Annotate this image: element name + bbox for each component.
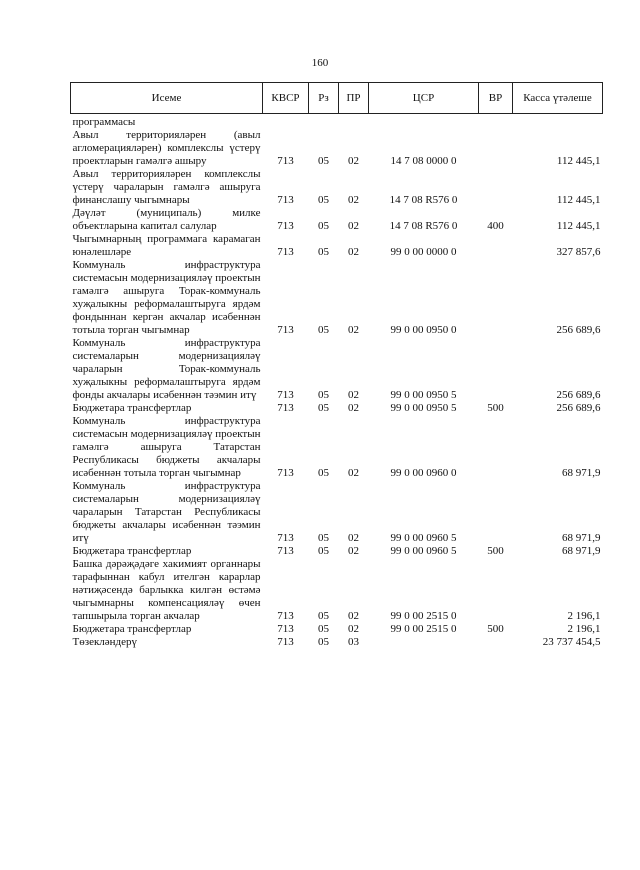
row-csr bbox=[369, 636, 479, 649]
row-rz bbox=[309, 114, 339, 130]
page-number: 160 bbox=[311, 57, 329, 69]
row-csr: 99 0 00 0960 5 bbox=[390, 545, 457, 557]
row-name: Коммуналь инфраструктура системасын модернизацияләү проектын гамәлгә ашыруга Татарстан Республикасы бюджеты акчалары исәбеннән тотыла торган чыгымнар bbox=[72, 415, 261, 479]
row-csr: 99 0 00 0960 0 bbox=[390, 467, 457, 479]
row-name: Бюджетара трансфертлар bbox=[72, 545, 192, 557]
row-csr: 14 7 08 0000 0 bbox=[390, 155, 457, 167]
row-amount: 112 445,1 bbox=[556, 194, 601, 206]
row-csr: 99 0 00 0000 0 bbox=[390, 246, 457, 258]
row-csr: 99 0 00 0950 5 bbox=[390, 402, 457, 414]
row-rz: 05 bbox=[318, 324, 329, 336]
row-pr: 02 bbox=[348, 220, 359, 232]
row-amount: 256 689,6 bbox=[556, 402, 601, 414]
table-row bbox=[71, 233, 603, 259]
row-pr bbox=[339, 114, 369, 130]
row-kvsr bbox=[263, 114, 309, 130]
header-kassa: Касса үтәлеше bbox=[513, 83, 603, 114]
row-rz: 05 bbox=[318, 610, 329, 622]
row-vr bbox=[479, 337, 513, 402]
row-vr bbox=[479, 415, 513, 480]
row-rz: 05 bbox=[318, 194, 329, 206]
row-amount: 327 857,6 bbox=[556, 246, 601, 258]
row-csr: 99 0 00 0950 5 bbox=[390, 389, 457, 401]
row-kvsr: 713 bbox=[277, 155, 294, 167]
budget-table bbox=[70, 82, 603, 649]
row-csr bbox=[369, 114, 479, 130]
row-pr: 02 bbox=[348, 623, 359, 635]
row-pr: 02 bbox=[348, 610, 359, 622]
row-rz: 05 bbox=[318, 389, 329, 401]
row-name: Чыгымнарның программага карамаган юнәлешләре bbox=[72, 233, 261, 258]
row-vr bbox=[479, 259, 513, 337]
row-name: Төзекләндерү bbox=[72, 636, 138, 648]
table-row bbox=[71, 114, 603, 130]
row-pr: 02 bbox=[348, 402, 359, 414]
row-amount: 68 971,9 bbox=[562, 545, 601, 557]
row-rz: 05 bbox=[318, 467, 329, 479]
row-pr: 02 bbox=[348, 155, 359, 167]
row-amount: 112 445,1 bbox=[556, 155, 601, 167]
table-row bbox=[71, 168, 603, 207]
table-row bbox=[71, 207, 603, 233]
row-vr: 500 bbox=[487, 623, 504, 635]
row-amount: 2 196,1 bbox=[567, 610, 601, 622]
row-name: Бюджетара трансфертлар bbox=[72, 402, 192, 414]
row-csr: 99 0 00 0960 5 bbox=[390, 532, 457, 544]
table-row bbox=[71, 129, 603, 168]
row-amount bbox=[513, 114, 603, 130]
row-kvsr: 713 bbox=[277, 324, 294, 336]
row-vr: 500 bbox=[487, 545, 504, 557]
row-vr bbox=[479, 558, 513, 623]
row-kvsr: 713 bbox=[277, 246, 294, 258]
row-amount: 2 196,1 bbox=[567, 623, 601, 635]
header-pr: ПР bbox=[339, 83, 369, 114]
row-amount: 256 689,6 bbox=[556, 389, 601, 401]
row-pr: 02 bbox=[348, 194, 359, 206]
row-amount: 112 445,1 bbox=[556, 220, 601, 232]
row-pr: 02 bbox=[348, 389, 359, 401]
row-pr: 02 bbox=[348, 545, 359, 557]
row-rz: 05 bbox=[318, 623, 329, 635]
row-csr: 14 7 08 R576 0 bbox=[389, 194, 458, 206]
table-row bbox=[71, 402, 603, 415]
table-row bbox=[71, 415, 603, 480]
row-name: Авыл территорияләрен (авыл агломерацияләрен) комплекслы үстерү проектларын гамәлгә ашыру bbox=[72, 129, 261, 167]
row-amount: 256 689,6 bbox=[556, 324, 601, 336]
row-rz: 05 bbox=[318, 246, 329, 258]
row-kvsr: 713 bbox=[277, 636, 294, 648]
header-kvsr: КВСР bbox=[263, 83, 309, 114]
row-pr: 03 bbox=[348, 636, 359, 648]
row-name: программасы bbox=[72, 116, 136, 128]
header-name: Исеме bbox=[71, 83, 263, 114]
row-vr bbox=[479, 129, 513, 168]
header-rz: Рз bbox=[309, 83, 339, 114]
table-row bbox=[71, 623, 603, 636]
row-kvsr: 713 bbox=[277, 532, 294, 544]
row-rz: 05 bbox=[318, 545, 329, 557]
row-kvsr: 713 bbox=[277, 610, 294, 622]
row-amount: 23 737 454,5 bbox=[542, 636, 601, 648]
row-rz: 05 bbox=[318, 220, 329, 232]
row-pr: 02 bbox=[348, 324, 359, 336]
row-rz: 05 bbox=[318, 402, 329, 414]
table-row bbox=[71, 337, 603, 402]
row-kvsr: 713 bbox=[277, 389, 294, 401]
row-vr bbox=[479, 480, 513, 545]
table-row bbox=[71, 558, 603, 623]
row-rz: 05 bbox=[318, 636, 329, 648]
row-csr: 99 0 00 2515 0 bbox=[390, 623, 457, 635]
row-name: Коммуналь инфраструктура системасын модернизацияләү проектын гамәлгә ашыруга Торак-коммуналь хуҗалыкны реформалаштыруга ярдәм фондыннан кергән акчалар исәбеннән тотыла торган чыгымнар bbox=[72, 259, 261, 336]
row-vr bbox=[479, 636, 513, 649]
row-name: Коммуналь инфраструктура системаларын модернизацияләү чараларын Татарстан Республикасы бюджеты акчалары исәбеннән тәэмин итү bbox=[72, 480, 261, 544]
table-row bbox=[71, 545, 603, 558]
row-vr bbox=[479, 168, 513, 207]
row-kvsr: 713 bbox=[277, 545, 294, 557]
row-name: Авыл территорияләрен комплекслы үстерү чараларын гамәлгә ашыруга финанслашу чыгымнары bbox=[72, 168, 261, 206]
row-vr: 400 bbox=[487, 220, 504, 232]
row-amount: 68 971,9 bbox=[562, 467, 601, 479]
header-csr: ЦСР bbox=[369, 83, 479, 114]
row-kvsr: 713 bbox=[277, 467, 294, 479]
row-csr: 99 0 00 2515 0 bbox=[390, 610, 457, 622]
row-vr bbox=[479, 114, 513, 130]
row-csr: 99 0 00 0950 0 bbox=[390, 324, 457, 336]
row-kvsr: 713 bbox=[277, 402, 294, 414]
row-pr: 02 bbox=[348, 246, 359, 258]
row-rz: 05 bbox=[318, 155, 329, 167]
row-amount: 68 971,9 bbox=[562, 532, 601, 544]
header-row bbox=[71, 83, 603, 114]
row-vr: 500 bbox=[487, 402, 504, 414]
row-kvsr: 713 bbox=[277, 194, 294, 206]
row-name: Башка дәрәҗәдәге хакимият органнары тарафыннан кабул ителгән карарлар нәтиҗәсендә барлыкка килгән өстәмә чыгымнарны компенсацияләү өчен тапшырыла торган акчалар bbox=[72, 558, 261, 622]
table-row bbox=[71, 636, 603, 649]
table-row bbox=[71, 480, 603, 545]
table-row bbox=[71, 259, 603, 337]
row-pr: 02 bbox=[348, 467, 359, 479]
row-kvsr: 713 bbox=[277, 623, 294, 635]
row-name: Коммуналь инфраструктура системаларын модернизацияләү чараларын Торак-коммуналь хуҗалыкны реформалаштыруга ярдәм фонды акчалары исәбеннән тәэмин итү bbox=[72, 337, 261, 401]
row-name: Дәүләт (муниципаль) милке объектларына капитал салулар bbox=[72, 207, 261, 232]
row-rz: 05 bbox=[318, 532, 329, 544]
row-name: Бюджетара трансфертлар bbox=[72, 623, 192, 635]
row-csr: 14 7 08 R576 0 bbox=[389, 220, 458, 232]
row-pr: 02 bbox=[348, 532, 359, 544]
row-kvsr: 713 bbox=[277, 220, 294, 232]
header-vr: ВР bbox=[479, 83, 513, 114]
row-vr bbox=[479, 233, 513, 259]
